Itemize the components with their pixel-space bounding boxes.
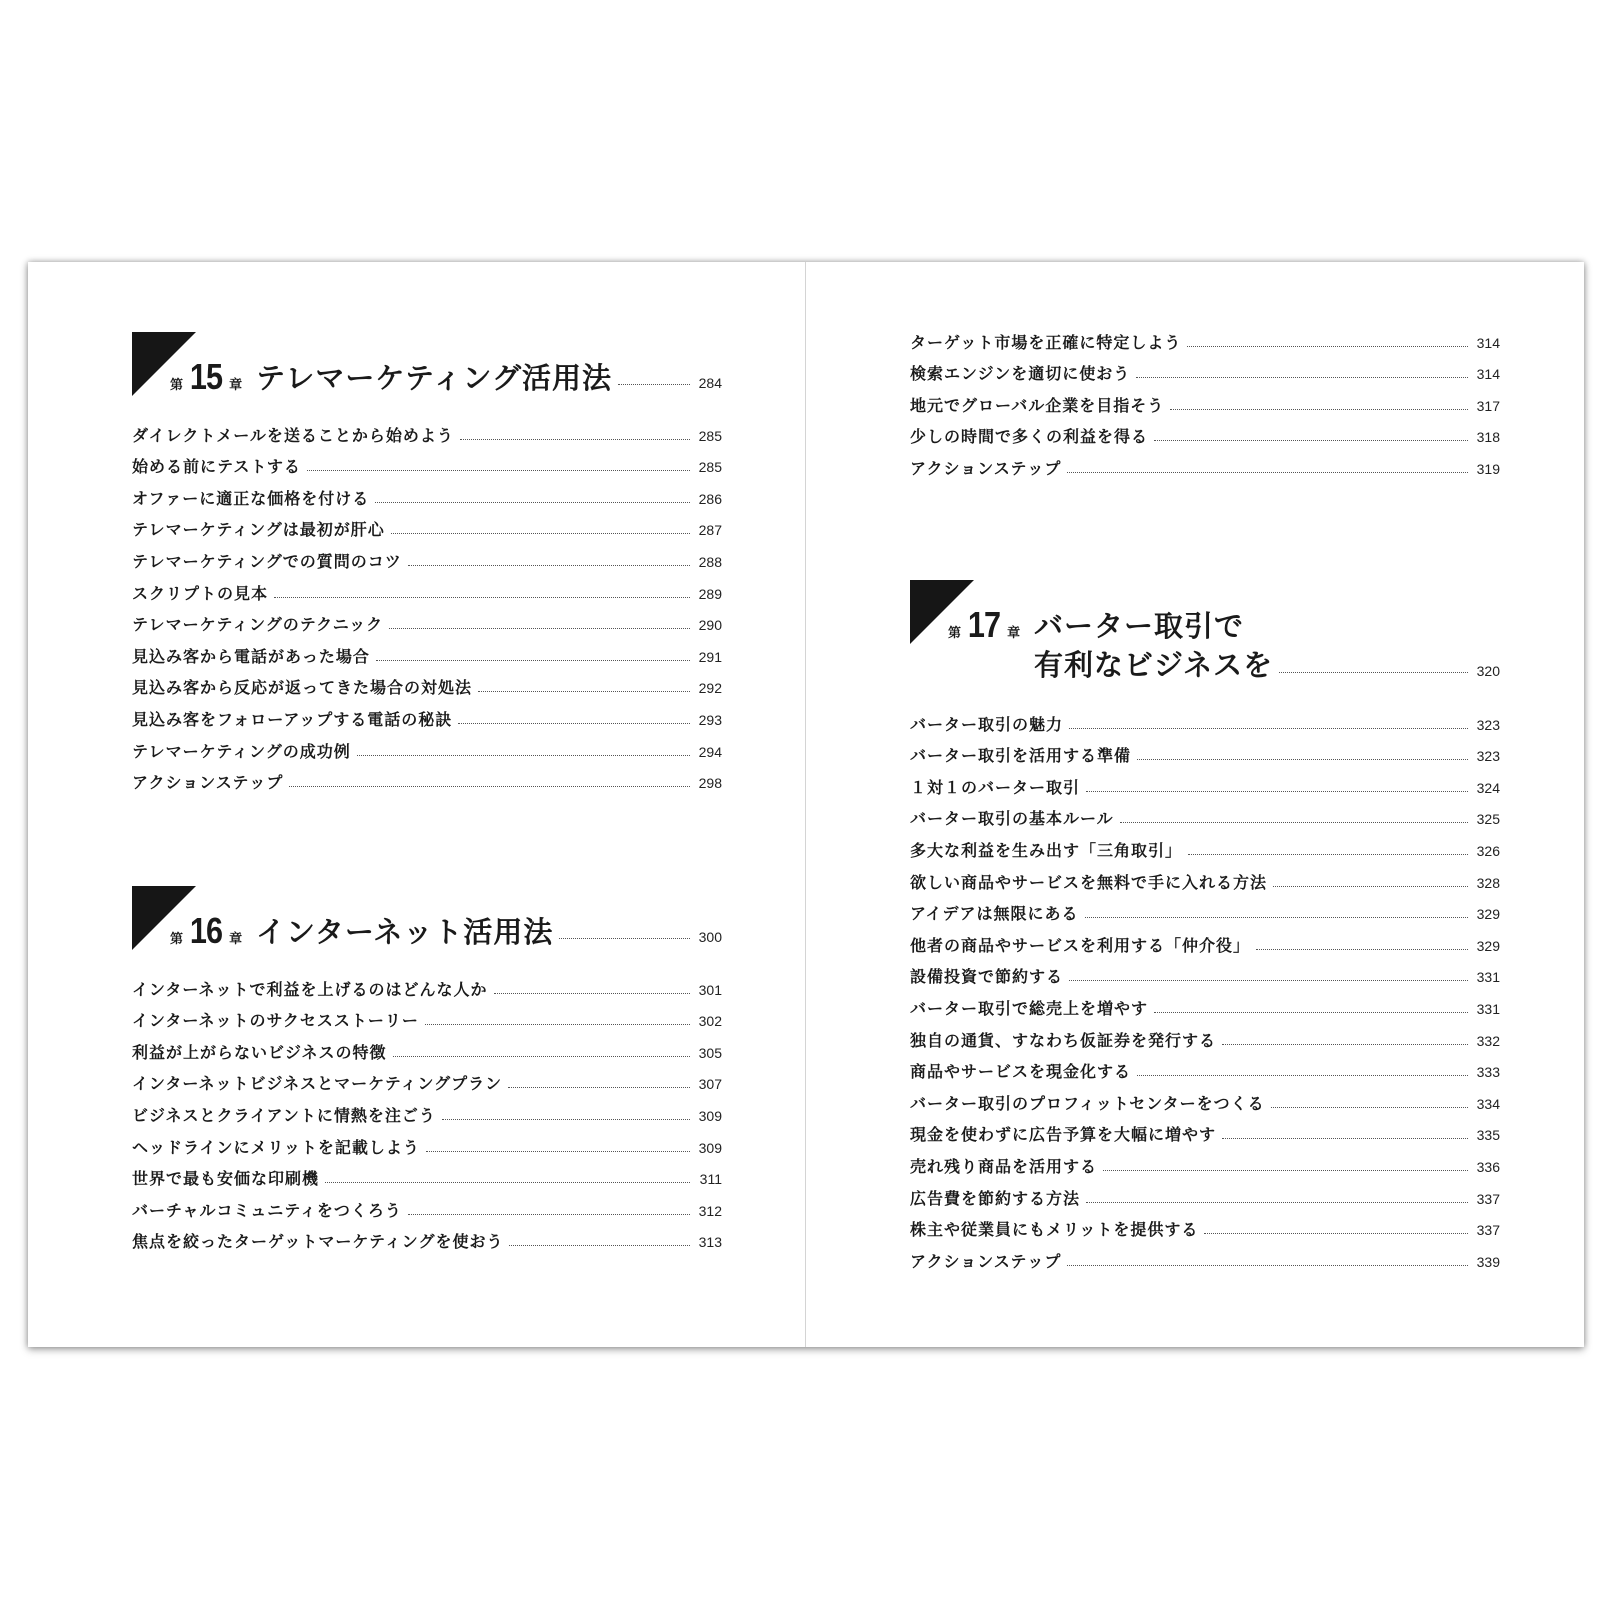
dot-leader — [508, 1087, 690, 1088]
dot-leader — [1067, 472, 1468, 473]
entry-title: インターネットビジネスとマーケティングプラン — [132, 1074, 503, 1094]
toc-entry[interactable] — [132, 1190, 722, 1222]
entry-title: 見込み客をフォローアップする電話の秘訣 — [132, 709, 453, 729]
page-number: 329 — [1476, 937, 1500, 954]
dot-leader — [1222, 1138, 1468, 1139]
toc-entry[interactable] — [910, 736, 1500, 768]
entry-title: 商品やサービスを現金化する — [910, 1062, 1132, 1082]
toc-entry[interactable] — [910, 1115, 1500, 1147]
page-number: 334 — [1476, 1095, 1500, 1112]
dot-leader — [478, 691, 690, 692]
page-number: 331 — [1476, 1000, 1500, 1017]
entry-title: 独自の通貨、すなわち仮証券を発行する — [910, 1030, 1217, 1050]
entry-title: バーター取引で総売上を増やす — [910, 998, 1149, 1018]
dot-leader — [1187, 346, 1468, 347]
entry-title: 広告費を節約する方法 — [910, 1188, 1081, 1208]
chapter-number-label — [170, 910, 242, 952]
entry-title: 現金を使わずに広告予算を大幅に増やす — [910, 1125, 1217, 1145]
entry-title: 利益が上がらないビジネスの特徴 — [132, 1042, 387, 1062]
page-number: 307 — [698, 1076, 722, 1093]
toc-entry[interactable] — [132, 1032, 722, 1064]
page-number: 291 — [698, 648, 722, 665]
chapter-heading — [910, 580, 1500, 686]
toc-entry[interactable] — [910, 417, 1500, 449]
page-number: 314 — [1476, 366, 1500, 383]
dot-leader — [425, 1024, 690, 1025]
page-number: 326 — [1476, 842, 1500, 859]
page-number: 293 — [698, 711, 722, 728]
page-number: 329 — [1476, 906, 1500, 923]
page-number: 331 — [1476, 969, 1500, 986]
continued-section-list — [910, 322, 1500, 480]
entry-title: バーター取引の魅力 — [910, 714, 1064, 734]
toc-entry[interactable] — [910, 354, 1500, 386]
dot-leader — [1069, 980, 1468, 981]
entry-title: 見込み客から反応が返ってきた場合の対処法 — [132, 678, 473, 698]
toc-entry[interactable] — [132, 573, 722, 605]
toc-entry[interactable] — [132, 541, 722, 573]
entry-title: テレマーケティングでの質問のコツ — [132, 551, 402, 571]
dot-leader — [289, 786, 690, 787]
page-number: 284 — [698, 375, 722, 391]
page-number: 305 — [698, 1044, 722, 1061]
chapter-prefix: 第 — [948, 626, 962, 641]
dot-leader — [1188, 854, 1468, 855]
dot-leader — [618, 384, 690, 385]
entry-title: 株主や従業員にもメリットを提供する — [910, 1220, 1199, 1240]
toc-entry[interactable] — [132, 969, 722, 1001]
page-number: 311 — [699, 1171, 722, 1188]
entry-title: オファーに適正な価格を付ける — [132, 488, 370, 508]
chapter-title: テレマーケティング活用法 — [256, 361, 612, 395]
toc-entry[interactable] — [910, 448, 1500, 480]
page-number: 320 — [1476, 663, 1500, 679]
page-number: 337 — [1476, 1190, 1500, 1207]
dot-leader — [442, 1119, 690, 1120]
toc-entry[interactable] — [132, 605, 722, 637]
entry-title: 検索エンジンを適切に使おう — [910, 364, 1131, 384]
page-number: 288 — [698, 553, 722, 570]
chapter-number-label — [170, 356, 242, 398]
page-number: 289 — [698, 585, 722, 602]
page-number: 285 — [698, 459, 722, 476]
page-number: 336 — [1476, 1158, 1500, 1175]
page-number: 333 — [1476, 1064, 1500, 1081]
entry-title: 世界で最も安価な印刷機 — [132, 1169, 320, 1189]
dot-leader — [1137, 759, 1468, 760]
page-number: 318 — [1476, 429, 1500, 446]
toc-entry[interactable] — [132, 447, 722, 479]
toc-entry[interactable] — [132, 1064, 722, 1096]
toc-entry[interactable] — [910, 957, 1500, 989]
entry-title: 焦点を絞ったターゲットマーケティングを使おう — [132, 1232, 504, 1252]
right-page — [806, 262, 1584, 1347]
dot-leader — [325, 1182, 690, 1183]
entry-title: インターネットで利益を上げるのはどんな人か — [132, 979, 488, 999]
dot-leader — [307, 470, 690, 471]
page-number: 324 — [1476, 779, 1500, 796]
entry-title: 売れ残り商品を活用する — [910, 1156, 1098, 1176]
section-list — [132, 969, 722, 1253]
entry-title: 他者の商品やサービスを利用する「仲介役」 — [910, 935, 1251, 955]
dot-leader — [357, 755, 690, 756]
dot-leader — [1154, 1012, 1468, 1013]
chapter-number: 17 — [967, 604, 1001, 645]
toc-entry[interactable] — [910, 1052, 1500, 1084]
dot-leader — [1222, 1044, 1468, 1045]
entry-title: 見込み客から電話があった場合 — [132, 646, 370, 666]
entry-title: ダイレクトメールを送ることから始めよう — [132, 425, 454, 445]
toc-entry[interactable] — [132, 415, 722, 447]
dot-leader — [389, 628, 690, 629]
page-number: 319 — [1476, 460, 1500, 477]
toc-entry[interactable] — [132, 731, 722, 763]
page-number: 285 — [698, 427, 722, 444]
chapter-16 — [132, 886, 722, 1253]
page-number: 298 — [698, 775, 722, 792]
entry-title: バーター取引を活用する準備 — [910, 746, 1132, 766]
chapter-heading — [132, 886, 722, 950]
chapter-15 — [132, 332, 722, 794]
dot-leader — [559, 938, 690, 939]
toc-entry[interactable] — [910, 925, 1500, 957]
entry-title: テレマーケティングは最初が肝心 — [132, 520, 385, 540]
chapter-suffix: 章 — [229, 378, 243, 393]
dot-leader — [509, 1245, 690, 1246]
chapter-heading — [132, 332, 722, 396]
chapter-prefix: 第 — [170, 932, 184, 947]
chapter-title-row[interactable] — [256, 914, 722, 950]
toc-entry[interactable] — [910, 1020, 1500, 1052]
entry-title: スクリプトの見本 — [132, 583, 269, 603]
toc-entry[interactable] — [910, 830, 1500, 862]
entry-title: インターネットのサクセスストーリー — [132, 1011, 419, 1031]
page-number: 332 — [1476, 1032, 1500, 1049]
toc-entry[interactable] — [132, 1159, 722, 1191]
book-spread — [28, 262, 1584, 1347]
dot-leader — [426, 1151, 690, 1152]
dot-leader — [1067, 1265, 1468, 1266]
page-number: 323 — [1476, 716, 1500, 733]
toc-entry[interactable] — [910, 988, 1500, 1020]
page-number: 292 — [698, 680, 722, 697]
dot-leader — [1256, 949, 1468, 950]
entry-title: ターゲット市場を正確に特定しよう — [910, 332, 1182, 352]
chapter-number: 16 — [189, 910, 223, 951]
chapter-title-line2: 有利なビジネスを — [1034, 648, 1274, 682]
dot-leader — [1271, 1107, 1468, 1108]
toc-entry[interactable] — [132, 1127, 722, 1159]
dot-leader — [391, 533, 690, 534]
toc-entry[interactable] — [910, 1241, 1500, 1273]
dot-leader — [376, 660, 690, 661]
entry-title: バーチャルコミュニティをつくろう — [132, 1200, 402, 1220]
entry-title: 少しの時間で多くの利益を得る — [910, 427, 1149, 447]
toc-entry[interactable] — [132, 510, 722, 542]
dot-leader — [1086, 1202, 1468, 1203]
page-number: 339 — [1476, 1253, 1500, 1270]
dot-leader — [1085, 917, 1468, 918]
toc-entry[interactable] — [132, 1001, 722, 1033]
entry-title: アクションステップ — [910, 458, 1062, 478]
dot-leader — [375, 502, 690, 503]
entry-title: テレマーケティングの成功例 — [132, 741, 351, 761]
toc-entry[interactable] — [910, 1146, 1500, 1178]
page-number: 337 — [1476, 1222, 1500, 1239]
dot-leader — [1279, 672, 1468, 673]
entry-title: テレマーケティングのテクニック — [132, 615, 384, 635]
entry-title: 多大な利益を生み出す「三角取引」 — [910, 840, 1183, 860]
left-page — [28, 262, 805, 1347]
toc-entry[interactable] — [132, 1222, 722, 1254]
dot-leader — [1069, 728, 1468, 729]
toc-entry[interactable] — [910, 767, 1500, 799]
section-list — [132, 415, 722, 794]
dot-leader — [1273, 886, 1468, 887]
entry-title: １対１のバーター取引 — [910, 777, 1081, 797]
chapter-title-row[interactable] — [1034, 646, 1500, 684]
toc-entry[interactable] — [910, 1178, 1500, 1210]
toc-entry[interactable] — [910, 1083, 1500, 1115]
toc-entry[interactable] — [132, 763, 722, 795]
page-number: 302 — [698, 1013, 722, 1030]
toc-entry[interactable] — [910, 1210, 1500, 1242]
page-number: 312 — [698, 1202, 722, 1219]
entry-title: バーター取引のプロフィットセンターをつくる — [910, 1093, 1265, 1113]
page-number: 287 — [698, 522, 722, 539]
dot-leader — [1103, 1170, 1468, 1171]
chapter-number-label — [948, 604, 1020, 646]
toc-entry[interactable] — [910, 704, 1500, 736]
toc-entry[interactable] — [132, 699, 722, 731]
dot-leader — [494, 993, 690, 994]
page-number: 300 — [698, 929, 722, 945]
dot-leader — [408, 565, 690, 566]
page-number: 328 — [1476, 874, 1500, 891]
page-number: 317 — [1476, 397, 1500, 414]
toc-entry[interactable] — [132, 636, 722, 668]
page-number: 286 — [698, 490, 722, 507]
entry-title: 欲しい商品やサービスを無料で手に入れる方法 — [910, 872, 1268, 892]
dot-leader — [393, 1056, 690, 1057]
toc-entry[interactable] — [910, 862, 1500, 894]
page-number: 323 — [1476, 748, 1500, 765]
dot-leader — [460, 439, 690, 440]
dot-leader — [408, 1214, 690, 1215]
dot-leader — [1204, 1233, 1468, 1234]
entry-title: バーター取引の基本ルール — [910, 809, 1114, 829]
page-number: 309 — [698, 1139, 722, 1156]
entry-title: 地元でグローバル企業を目指そう — [910, 395, 1165, 415]
toc-entry[interactable] — [132, 478, 722, 510]
dot-leader — [458, 723, 690, 724]
dot-leader — [1120, 822, 1468, 823]
page-number: 314 — [1476, 334, 1500, 351]
dot-leader — [1086, 791, 1468, 792]
page-number: 313 — [698, 1234, 722, 1251]
entry-title: アクションステップ — [910, 1251, 1062, 1271]
page-number: 294 — [698, 743, 722, 760]
page-number: 325 — [1476, 811, 1500, 828]
chapter-number: 15 — [189, 356, 223, 397]
chapter-title: インターネット活用法 — [256, 915, 554, 949]
toc-entry[interactable] — [910, 894, 1500, 926]
chapter-title-row[interactable] — [256, 360, 722, 396]
dot-leader — [1154, 440, 1468, 441]
dot-leader — [1170, 409, 1468, 410]
chapter-prefix: 第 — [170, 378, 184, 393]
section-list — [910, 704, 1500, 1273]
dot-leader — [1137, 1075, 1468, 1076]
page-number: 309 — [698, 1107, 722, 1124]
toc-entry[interactable] — [910, 322, 1500, 354]
chapter-suffix: 章 — [1007, 626, 1021, 641]
toc-entry[interactable] — [132, 1095, 722, 1127]
entry-title: 設備投資で節約する — [910, 967, 1064, 987]
toc-entry[interactable] — [910, 799, 1500, 831]
chapter-title-line1: バーター取引で — [1034, 609, 1245, 643]
toc-entry[interactable] — [132, 668, 722, 700]
chapter-17 — [910, 580, 1500, 1273]
entry-title: ビジネスとクライアントに情熱を注ごう — [132, 1105, 436, 1125]
dot-leader — [274, 597, 690, 598]
entry-title: アイデアは無限にある — [910, 904, 1079, 924]
entry-title: 始める前にテストする — [132, 457, 301, 477]
page-number: 335 — [1476, 1127, 1500, 1144]
entry-title: アクションステップ — [132, 773, 284, 793]
page-number: 301 — [698, 981, 722, 998]
toc-entry[interactable] — [910, 385, 1500, 417]
dot-leader — [1136, 377, 1468, 378]
entry-title: ヘッドラインにメリットを記載しよう — [132, 1137, 420, 1157]
chapter-suffix: 章 — [229, 932, 243, 947]
page-number: 290 — [698, 617, 722, 634]
